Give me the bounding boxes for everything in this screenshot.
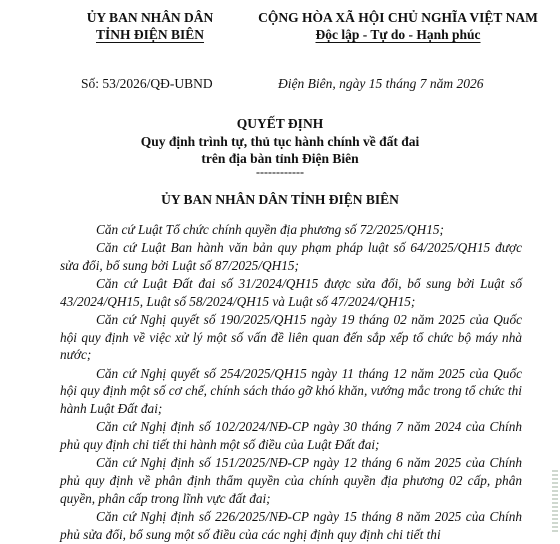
legal-basis-paragraph: Căn cứ Nghị định số 226/2025/NĐ-CP ngày 15 tháng 8 năm 2025 của Chính phủ sửa đổi, bổ sung một số điều của các nghị định quy định chi tiết thi [60, 508, 522, 542]
legal-basis-paragraph: Căn cứ Nghị định số 102/2024/NĐ-CP ngày 30 tháng 7 năm 2024 của Chính phủ quy định chi tiết thi hành một số điều của Luật Đất đai; [60, 419, 522, 453]
title-separator: ------------ [256, 165, 304, 179]
legal-basis-paragraph: Căn cứ Nghị quyết số 190/2025/QH15 ngày 19 tháng 02 năm 2025 của Quốc hội quy định về việc xử lý một số vấn đề liên quan đến sắp xếp tổ chức bộ máy nhà nước; [60, 311, 522, 363]
issuing-authority-header [70, 9, 230, 43]
legal-basis-section [60, 221, 522, 544]
legal-basis-paragraph: Căn cứ Luật Đất đai số 31/2024/QH15 được sửa đổi, bổ sung bởi Luật số 43/2024/QH15, Luật số 58/2024/QH15 và Luật số 47/2024/QH15; [60, 275, 522, 309]
document-date: Điện Biên, ngày 15 tháng 7 năm 2026 [278, 76, 484, 91]
national-motto: Độc lập - Tự do - Hạnh phúc [315, 27, 481, 42]
issuing-authority-title: ỦY BAN NHÂN DÂN TỈNH ĐIỆN BIÊN [161, 192, 399, 207]
document-number: Số: 53/2026/QĐ-UBND [81, 76, 213, 91]
legal-basis-paragraph: Căn cứ Nghị định số 151/2025/NĐ-CP ngày 12 tháng 6 năm 2025 của Chính phủ quy định về phân định thẩm quyền của chính quyền địa phương 02 cấp, phân quyền, phân cấp trong lĩnh vực đất đai; [60, 455, 522, 506]
document-title-line2: trên địa bàn tỉnh Điện Biên [201, 151, 359, 166]
issuing-authority-line2: TỈNH ĐIỆN BIÊN [95, 27, 205, 42]
national-name: CỘNG HÒA XÃ HỘI CHỦ NGHĨA VIỆT NAM [258, 10, 538, 25]
document-title [60, 133, 500, 167]
legal-basis-paragraph: Căn cứ Luật Ban hành văn bản quy phạm pháp luật số 64/2025/QH15 được sửa đổi, bổ sung bởi Luật số 87/2025/QH15; [60, 240, 522, 273]
legal-basis-paragraph: Căn cứ Luật Tổ chức chính quyền địa phương số 72/2025/QH15; [96, 222, 444, 237]
scan-edge-mark [552, 470, 558, 534]
legal-basis-paragraph: Căn cứ Nghị quyết số 254/2025/QH15 ngày 11 tháng 12 năm 2025 của Quốc hội quy định một số cơ chế, chính sách tháo gỡ khó khăn, vướng mắc trong tổ chức thi hành Luật Đất đai; [60, 365, 522, 417]
document-title-line1: Quy định trình tự, thủ tục hành chính về đất đai [140, 134, 420, 149]
national-motto-header [238, 9, 558, 43]
issuing-authority-line1: ỦY BAN NHÂN DÂN [86, 10, 214, 25]
document-type: QUYẾT ĐỊNH [236, 116, 324, 131]
